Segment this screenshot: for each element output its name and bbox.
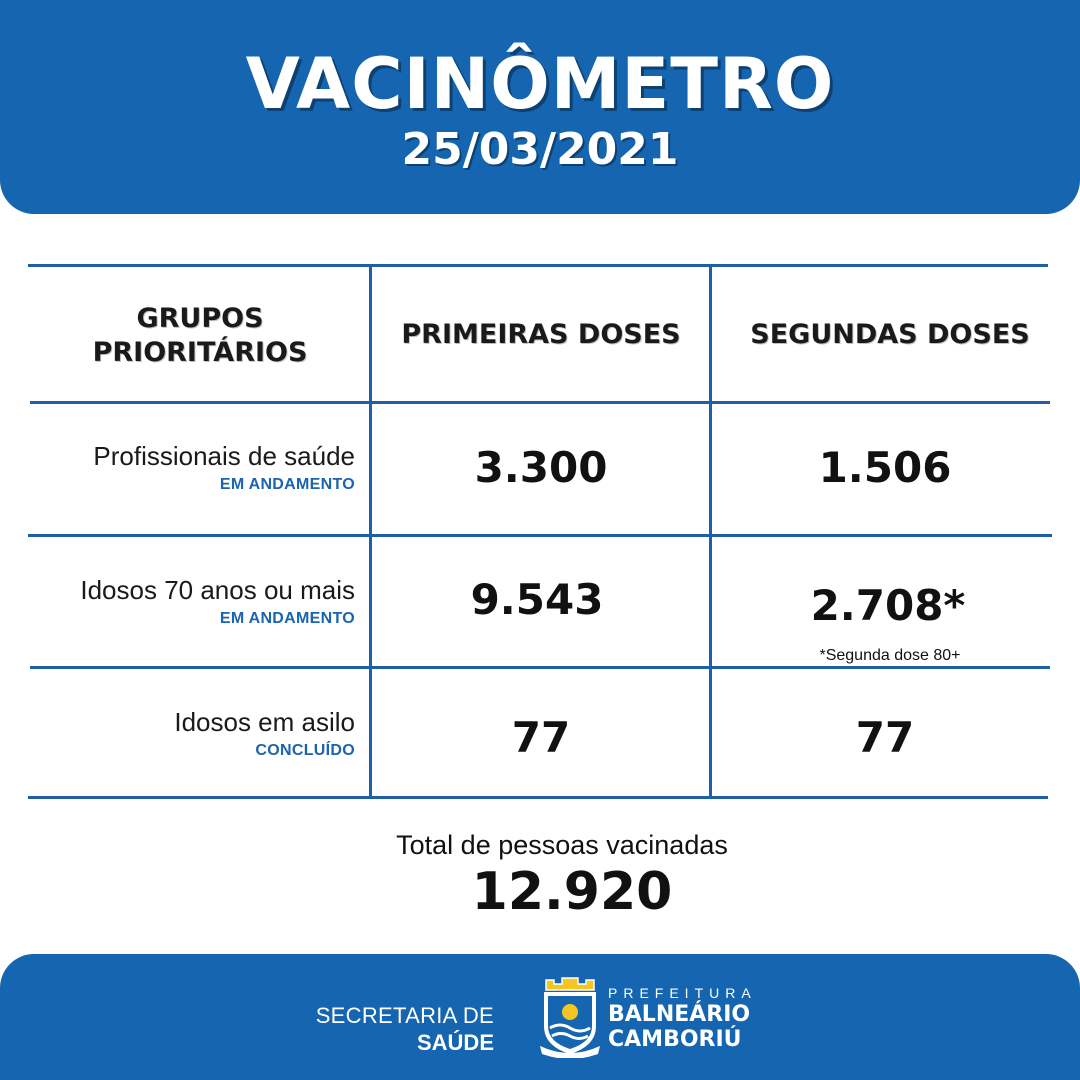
second-dose-value: 1.506 <box>818 443 952 492</box>
group-name: Profissionais de saúde <box>93 441 355 471</box>
table-divider <box>30 666 1050 669</box>
secretaria-label: SECRETARIA DE <box>315 1003 494 1028</box>
city-name-line2: CAMBORIÚ <box>608 1027 742 1052</box>
column-header-groups <box>30 302 370 370</box>
prefeitura-logo <box>608 984 757 1052</box>
table-row-group <box>80 574 355 632</box>
report-date: 25/03/2021 <box>401 124 679 175</box>
table-divider <box>30 401 1050 404</box>
group-status: CONCLUÍDO <box>255 742 355 759</box>
second-dose-value: 77 <box>855 713 915 762</box>
group-name: Idosos 70 anos ou mais <box>80 575 355 605</box>
column-header-groups-line: PRIORITÁRIOS <box>92 337 308 368</box>
table-row-group <box>93 440 355 498</box>
prefeitura-label: PREFEITURA <box>608 985 757 1001</box>
city-crest-icon <box>538 976 602 1058</box>
group-status: EM ANDAMENTO <box>219 610 355 627</box>
table-border-top <box>28 264 1048 267</box>
table-border-bottom <box>28 796 1048 799</box>
first-dose-value: 9.543 <box>470 575 604 624</box>
column-header-second-doses: SEGUNDAS DOSES <box>750 319 1030 350</box>
saude-label: SAÚDE <box>416 1030 494 1055</box>
total-label: Total de pessoas vacinadas <box>396 830 728 860</box>
first-dose-value: 3.300 <box>474 443 608 492</box>
second-dose-value: 2.708* <box>810 581 966 630</box>
group-name: Idosos em asilo <box>174 707 355 737</box>
first-dose-value: 77 <box>511 713 571 762</box>
second-dose-footnote: *Segunda dose 80+ <box>819 647 961 664</box>
table-divider <box>28 534 1052 537</box>
page-title: VACINÔMETRO <box>245 43 835 125</box>
column-header-first-doses: PRIMEIRAS DOSES <box>401 319 681 350</box>
column-header-groups-line: GRUPOS <box>136 303 264 334</box>
secretaria-logo <box>316 1003 494 1057</box>
city-name-line1: BALNEÁRIO <box>608 1002 751 1027</box>
group-status: EM ANDAMENTO <box>219 476 355 493</box>
total-value: 12.920 <box>471 862 673 922</box>
table-row-group <box>174 706 355 764</box>
